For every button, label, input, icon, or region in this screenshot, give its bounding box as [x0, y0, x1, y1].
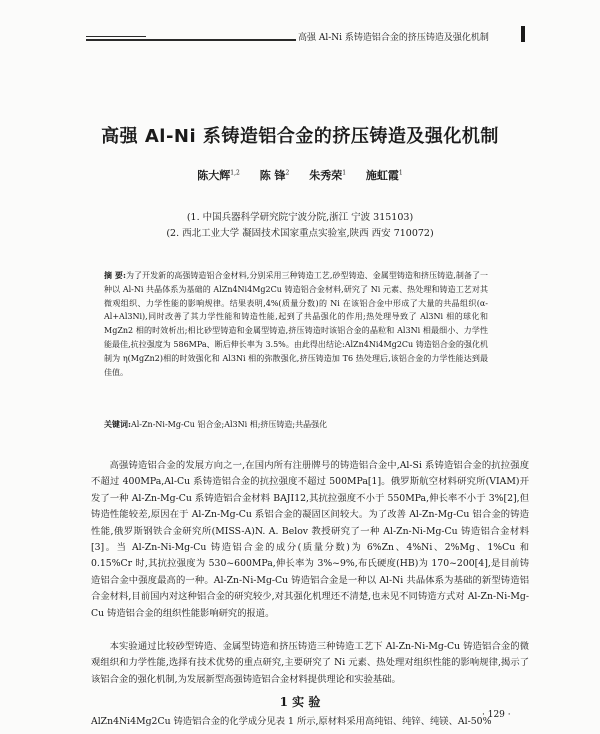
body-last-line: AlZn4Ni4Mg2Cu 铸造铝合金的化学成分见表 1 所示,原材料采用高纯铝、纯锌、纯镁、Al-50%	[91, 716, 492, 727]
abstract-text: 为了开发新的高强铸造铝合金材料,分别采用三种铸造工艺,砂型铸造、金属型铸造和挤压铸造,制备了一种以 Al-Ni 共晶体系为基础的 AlZn4Ni4Mg2Cu 铸造铝合金材料,研究了 Ni 元素、热处理和铸造工艺对其微观组织、力学性能的影响规律。结果表明,4%(质量分数)的 Ni 在该铝合金中形成了大量的共晶组织(α-Al+Al3Ni),同时改善了其力学性能和铸造性能,起到了共晶强化的作用;热处理导致了 Al3Ni 相的球化和 MgZn2 相的时效析出;相比砂型铸造和金属型铸造,挤压铸造时该铝合金的晶粒和 Al3Ni 相最细小、力学性能最佳,抗拉强度为 586MPa、断后伸长率为 3.5%。由此得出结论:AlZn4Ni4Mg2Cu 铸造铝合金的强化机制为 η(MgZn2)相的时效强化和 Al3Ni 相的弥散强化,挤压铸造加 T6 热处理后,该铝合金的力学性能达到最佳值。	[104, 271, 488, 377]
body-paragraph: 本实验通过比较砂型铸造、金属型铸造和挤压铸造三种铸造工艺下 Al-Zn-Ni-Mg-Cu 铸造铝合金的微观组织和力学性能,选择有技术优势的重点研究,主要研究了 Ni 元素、热处理对组织性能的影响规律,揭示了该铝合金的强化机制,为发展新型高强铸造铝合金材料提供理论和实验基础。	[91, 641, 529, 685]
keywords-text: Al-Zn-Ni-Mg-Cu 铝合金;Al3Ni 相;挤压铸造;共晶强化	[130, 420, 328, 429]
keywords	[104, 419, 488, 430]
author: 陈大辉$^{1,2}$	[197, 169, 240, 182]
author: 施虹霞$^1$	[365, 169, 403, 182]
keywords-label: 关键词:	[104, 419, 131, 429]
abstract-label: 摘 要:	[104, 270, 126, 280]
header-rule-short	[86, 36, 146, 37]
author: 朱秀荣$^1$	[309, 169, 347, 182]
header-edge-mark	[521, 26, 525, 42]
abstract	[104, 269, 488, 379]
section-heading: 1 实 验	[279, 695, 321, 709]
body-paragraph: 高强铸造铝合金的发展方向之一,在国内所有注册牌号的铸造铝合金中,Al-Si 系铸造铝合金的抗拉强度不超过 400MPa,Al-Cu 系铸造铝合金的抗拉强度不超过 500MPa[1]。俄罗斯航空材料研究所(VIAM)开发了一种 Al-Zn-Mg-Cu 系铸造铝合金材料 BAJI12,其抗拉强度不小于 550MPa,伸长率不小于 3%[2],但铸造性能较差,原因在于 Al-Zn-Mg-Cu 系铝合金的凝固区间较大。为了改善 Al-Zn-Mg-Cu 铝合金的铸造性能,俄罗斯钢铁合金研究所(MISS-A)N. A. Belov 教授研究了一种 Al-Zn-Ni-Mg-Cu 铸造铝合金材料[3]。当 Al-Zn-Ni-Mg-Cu 铸造铝合金的成分(质量分数)为 6%Zn、4%Ni、2%Mg、1%Cu 和 0.15%Cr 时,其抗拉强度为 530~600MPa,伸长率为 3%~9%,布氏硬度(HB)为 170~200[4],是目前铸造铝合金中强度最高的一种。Al-Zn-Ni-Mg-Cu 铸造铝合金是一种以 Al-Ni 共晶体系为基础的新型铸造铝合金材料,目前国内对这种铝合金的研究较少,对其强化机理还不清楚,也未见不同铸造方式对 Al-Zn-Ni-Mg-Cu 铸造铝合金的组织性能影响研究的报道。	[91, 460, 529, 619]
author: 陈 锋$^2$	[259, 169, 290, 182]
affiliation: (1. 中国兵器科学研究院宁波分院,浙江 宁波 315103)	[186, 212, 414, 223]
paper-title: 高强 Al-Ni 系铸造铝合金的挤压铸造及强化机制	[101, 126, 499, 147]
running-header: 高强 Al-Ni 系铸造铝合金的挤压铸造及强化机制	[298, 33, 489, 43]
author-list	[0, 167, 600, 183]
page-number: · 129 ·	[482, 710, 511, 720]
header-rule	[86, 39, 296, 41]
affiliation: (2. 西北工业大学 凝固技术国家重点实验室,陕西 西安 710072)	[166, 228, 434, 239]
